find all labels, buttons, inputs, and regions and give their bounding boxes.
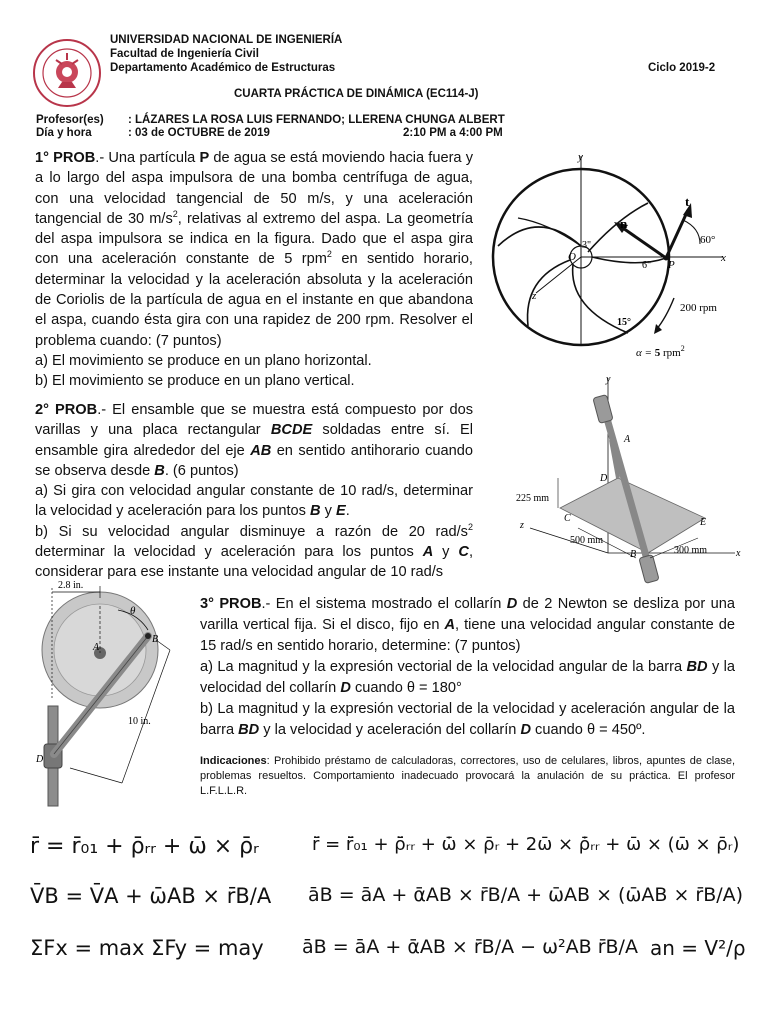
- svg-text:n: n: [620, 216, 628, 231]
- problem-3-heading: 3° PROB: [200, 596, 262, 612]
- problem-1-heading: 1° PROB: [35, 150, 96, 166]
- handwritten-eq-normal-acceleration: an = V²/ρ: [650, 936, 746, 960]
- handwritten-eq-acceleration-rigid: āB = āA + ᾱAB × r̄B/A + ω̄AB × (ω̄AB × r̄B/A): [308, 884, 744, 906]
- date-label: Día y hora: [36, 127, 92, 139]
- problem-2-text: 2° PROB.- El ensamble que se muestra está compuesto por dos varillas y una placa rectangular BCDE soldadas entre sí. El ensamble gira alrededor del eje AB en sentido antihorario cuando se observa desde B. (6 puntos) a) Si gira con velocidad angular constante de 10 rad/s, determinar la velocidad y aceleración para los puntos B y E. b) Si su velocidad angular disminuye a razón de 20 rad/$s^2$ determinar la velocidad y aceleración para los puntos A y C, considerar para ese instante una velocidad angular de 10 rad/s: [35, 402, 474, 581]
- svg-text:2.8 in.: 2.8 in.: [58, 580, 84, 591]
- department-name: Departamento Académico de Estructuras: [110, 62, 336, 74]
- problem-3-part-a: a) La magnitud y la expresión vectorial de la velocidad angular de la barra BD y la velocidad del collarín D cuando θ = 180°: [200, 659, 735, 696]
- svg-text:6": 6": [642, 260, 652, 271]
- svg-text:O: O: [568, 251, 576, 263]
- svg-text:10 in.: 10 in.: [128, 716, 151, 727]
- svg-text:P: P: [668, 259, 675, 271]
- problem-2-part-b: b) Si su velocidad angular disminuye a razón de 20 rad/$s^2$ determinar la velocidad y aceleración para los puntos A y C, considerar para ese instante una velocidad angular de 10 rad/s: [35, 521, 474, 581]
- svg-text:C: C: [564, 513, 571, 524]
- svg-text:B: B: [152, 634, 159, 645]
- svg-text:D: D: [36, 754, 44, 765]
- problem-1-part-a: a) El movimiento se produce en un plano horizontal.: [35, 352, 372, 369]
- instructions-note: Indicaciones: Prohibido préstamo de calculadoras, correctores, uso de celulares, libros, apuntes de clase, problemas resueltos. Comportamiento inadecuado provocará la anulación de su práctica. El profesor L.F.L.L.R.: [200, 755, 735, 797]
- svg-text:t: t: [685, 194, 690, 209]
- problem-2-part-a: a) Si gira con velocidad angular constante de 10 rad/s, determinar la velocidad y aceleración para los puntos B y E.: [35, 483, 473, 520]
- problem-3-part-b: b) La magnitud y la expresión vectorial de la velocidad y aceleración angular de la barra BD y la velocidad y aceleración del collarín D cuando θ = 450º.: [200, 701, 735, 738]
- svg-text:y: y: [578, 151, 583, 163]
- university-seal-logo: [32, 38, 102, 108]
- svg-text:α = 5 rpm2: α = 5 rpm$^2$: [636, 344, 685, 359]
- svg-text:θ: θ: [130, 605, 136, 617]
- svg-text:E: E: [700, 517, 707, 528]
- cycle-label: Ciclo 2019-2: [648, 62, 716, 74]
- svg-text:200 rpm: 200 rpm: [680, 302, 717, 314]
- exam-title: CUARTA PRÁCTICA DE DINÁMICA (EC114-J): [234, 88, 479, 100]
- handwritten-eq-newton: ΣFx = max ΣFy = may: [30, 936, 264, 960]
- svg-text:500 mm: 500 mm: [570, 535, 604, 546]
- handwritten-eq-relative-acceleration: r̄̈ = r̄̈₀₁ + ρ̄̈ᵣᵣ + ω̄̇ × ρ̄ᵣ + 2ω̄ × ρ̄̇ᵣᵣ + ω̄ × (ω̄ × ρ̄ᵣ): [312, 834, 740, 855]
- svg-text:x: x: [721, 252, 726, 264]
- university-name: UNIVERSIDAD NACIONAL DE INGENIERÍA: [110, 34, 343, 46]
- svg-text:15°: 15°: [617, 317, 631, 328]
- problem-3-text: 3° PROB.- En el sistema mostrado el collarín D de 2 Newton se desliza por una varilla vertical fija. Si el disco, fijo en A, tiene una velocidad angular constante de 15 rad/s en sentido horario, determine: (7 puntos) a) La magnitud y la expresión vectorial de la velocidad angular de la barra BD y la velocidad del collarín D cuando θ = 180° b) La magnitud y la expresión vectorial de la velocidad y aceleración angular de la barra BD y la velocidad y aceleración del collarín D cuando θ = 450º.: [200, 596, 736, 738]
- problem-2-heading: 2° PROB: [35, 402, 98, 418]
- svg-text:z: z: [520, 520, 524, 531]
- disk-collar-figure: [30, 578, 200, 810]
- svg-text:D: D: [600, 473, 608, 484]
- impeller-figure: [478, 148, 740, 366]
- problem-1-part-b: b) El movimiento se produce en un plano vertical.: [35, 373, 355, 390]
- svg-text:A: A: [624, 434, 631, 445]
- svg-text:x: x: [736, 548, 741, 559]
- date-value: : 03 de OCTUBRE de 2019: [128, 127, 270, 139]
- svg-text:225 mm: 225 mm: [516, 493, 550, 504]
- handwritten-eq-velocity-rigid: V̄B = V̄A + ω̄AB × r̄B/A: [30, 884, 272, 908]
- svg-text:60°: 60°: [700, 234, 716, 246]
- svg-text:z: z: [532, 290, 537, 302]
- time-value: 2:10 PM a 4:00 PM: [403, 127, 503, 139]
- svg-text:A: A: [93, 642, 100, 653]
- faculty-name: Facultad de Ingeniería Civil: [110, 48, 259, 60]
- handwritten-eq-relative-position: r̄ = r̄₀₁ + ρ̄ᵣᵣ + ω̄ × ρ̄ᵣ: [30, 834, 259, 859]
- handwritten-eq-acceleration-plane: āB = āA + ᾱAB × r̄B/A − ω²AB r̄B/A: [302, 936, 638, 958]
- svg-text:300 mm: 300 mm: [674, 545, 708, 556]
- svg-text:B: B: [630, 549, 637, 560]
- rod-plate-assembly-figure: [500, 368, 750, 593]
- professor-value: : LÁZARES LA ROSA LUIS FERNANDO; LLERENA CHUNGA ALBERT: [128, 114, 505, 126]
- svg-text:3": 3": [582, 240, 592, 251]
- problem-1-text: 1° PROB.- Una partícula P de agua se está moviendo hacia fuera y a lo largo del aspa impulsora de una bomba centrífuga de agua, con una velocidad tangencial de 50 m/s, y una aceleración tangencial de 30 $m/s^2$, relativas al extremo del aspa. La geometría del aspa impulsora se indica en la figura. Dado que el aspa gira con una aceleración constante de 5 rpm$^2$ en sentido horario, determinar la velocidad y la aceleración absoluta y la aceleración de Coriolis de la partícula de agua en el instante en que abandona el aspa, cuando ésta gira con una rapidez de 200 rpm. Resolver el problema cuando: (7 puntos) a) El movimiento se produce en un plano horizontal. b) El movimiento se produce en un plano vertical.: [35, 150, 474, 390]
- svg-text:y: y: [606, 374, 611, 385]
- professor-label: Profesor(es): [36, 114, 104, 126]
